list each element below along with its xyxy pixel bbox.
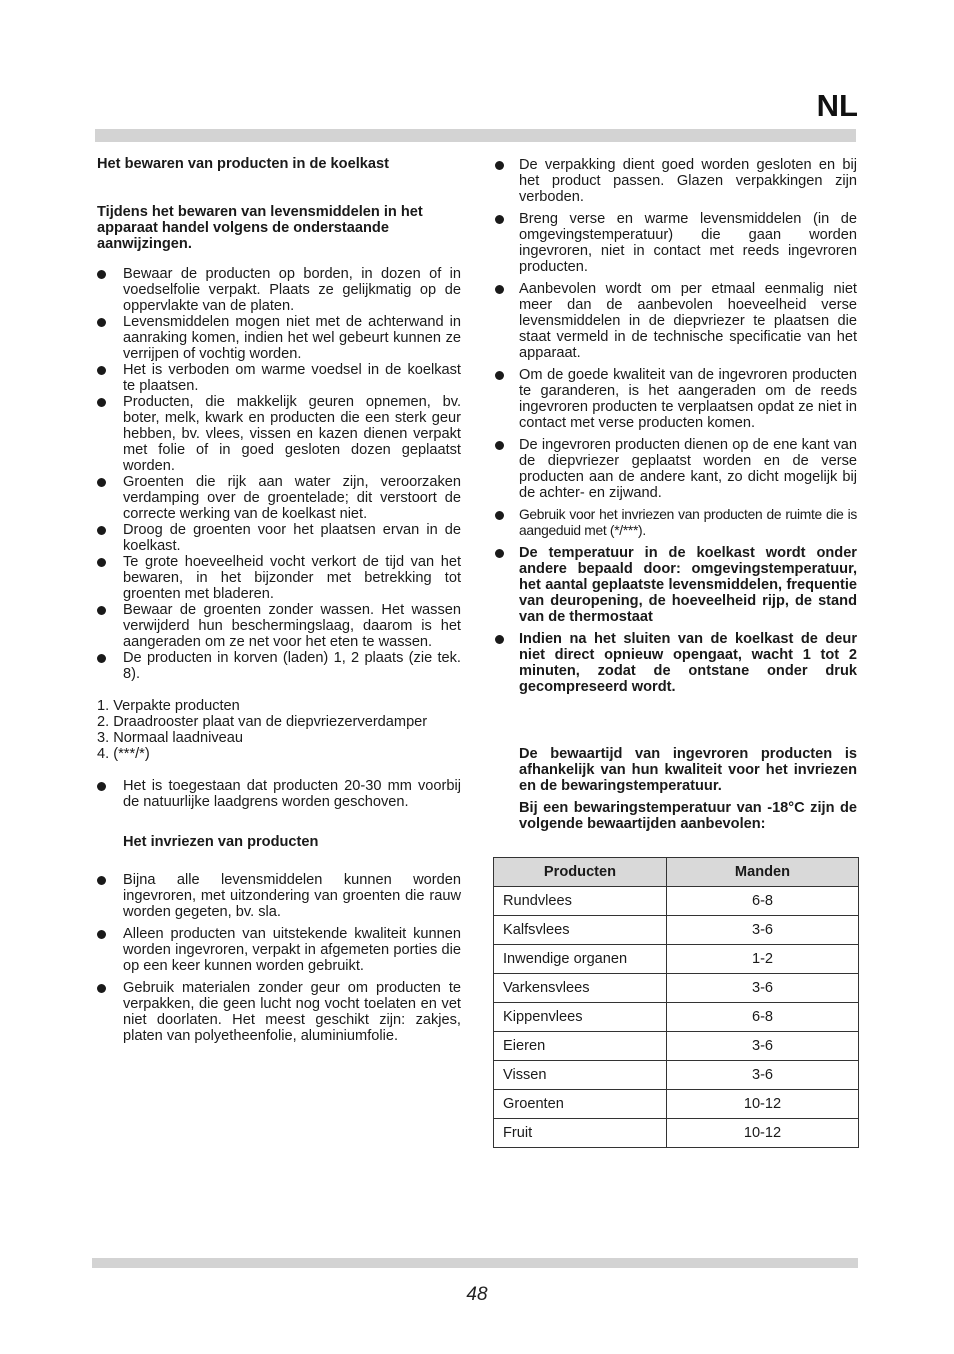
- list-item: Droog de groenten voor het plaatsen ervan in de koelkast.: [97, 522, 461, 554]
- list-item: Breng verse en warme levensmiddelen (in de omgevingstemperatuur) die gaan worden ingevroren, niet in contact met reeds ingevroren producten.: [493, 211, 857, 275]
- column-header-months: Manden: [667, 858, 859, 887]
- list-item: De ingevroren producten dienen op de ene kant van de diepvriezer geplaatst worden en de verse producten aan de andere kant, zo dicht mogelijk bij de achter- en zijwand.: [493, 437, 857, 501]
- numbered-list: [97, 698, 461, 762]
- list-item: Om de goede kwaliteit van de ingevroren producten te garanderen, is het aangeraden om de reeds ingevroren producten te verplaatsen opdat ze niet in contact met verse producten komen.: [493, 367, 857, 431]
- fridge-bullet-list: [97, 266, 461, 682]
- table-row: [494, 945, 859, 974]
- freezing-bullet-list-continued: [493, 157, 857, 539]
- list-item: Alleen producten van uitstekende kwaliteit kunnen worden ingevroren, verpakt in afgemeten porties die op een keer kunnen worden gebruikt.: [97, 926, 461, 974]
- right-column: [493, 157, 857, 832]
- numbered-item: 1. Verpakte producten: [97, 698, 240, 714]
- months-cell: 3-6: [667, 1032, 859, 1061]
- list-item: Aanbevolen wordt om per etmaal eenmalig niet meer dan de aanbevolen hoeveelheid verse levensmiddelen in de diepvriezer te plaatsen die staat vermeld in de technische specificatie van het apparaat.: [493, 281, 857, 361]
- months-cell: 6-8: [667, 1003, 859, 1032]
- months-cell: 6-8: [667, 887, 859, 916]
- freezing-bullet-list: [97, 872, 461, 1044]
- product-cell: Kippenvlees: [494, 1003, 667, 1032]
- section-intro: Tijdens het bewaren van levensmiddelen in het apparaat handel volgens de onderstaande aanwijzingen.: [97, 204, 423, 252]
- numbered-item: 3. Normaal laadniveau: [97, 730, 244, 746]
- table-row: [494, 887, 859, 916]
- table-header-row: [494, 858, 859, 887]
- list-item: Bewaar de producten op borden, in dozen of in voedselfolie verpakt. Plaats ze gelijkmatig op de oppervlakte van de platen.: [97, 266, 461, 314]
- table-row: [494, 974, 859, 1003]
- table-row: [494, 1003, 859, 1032]
- temperature-bullet-list: [493, 545, 857, 695]
- product-cell: Varkensvlees: [494, 974, 667, 1003]
- product-cell: Inwendige organen: [494, 945, 667, 974]
- numbered-item: 2. Draadrooster plaat van de diepvriezerverdamper: [97, 714, 428, 730]
- storage-temperature-note: Bij een bewaringstemperatuur van -18°C zijn de volgende bewaartijden aanbevolen:: [519, 800, 857, 832]
- left-column: [97, 156, 461, 1044]
- list-item: Gebruik materialen zonder geur om producten te verpakken, die geen lucht nog vocht toelaten en vet niet doorlaten. Het meest geschikt zijn: zakjes, platen van polyetheenfolie, aluminiumfolie.: [97, 980, 461, 1044]
- list-item: Bewaar de groenten zonder wassen. Het wassen verwijderd hun beschermingslaag, daarom is het aangeraden om ze net voor het eten te wassen.: [97, 602, 461, 650]
- list-item: Te grote hoeveelheid vocht verkort de tijd van het bewaren, in het bijzonder met betrekking tot groenten met bladeren.: [97, 554, 461, 602]
- storage-times-table: [493, 857, 859, 1148]
- product-cell: Vissen: [494, 1061, 667, 1090]
- storage-time-note: De bewaartijd van ingevroren producten is afhankelijk van hun kwaliteit voor het invriezen en de bewaringstemperatuur.: [519, 746, 857, 794]
- header-divider: [95, 129, 856, 142]
- months-cell: 3-6: [667, 916, 859, 945]
- product-cell: Fruit: [494, 1119, 667, 1148]
- loading-bullet-list: [97, 778, 461, 810]
- list-item: De producten in korven (laden) 1, 2 plaats (zie tek. 8).: [97, 650, 461, 682]
- list-item: Gebruik voor het invriezen van producten de ruimte die is aangeduid met (*/***).: [493, 507, 857, 539]
- column-header-products: Producten: [494, 858, 667, 887]
- list-item: Bijna alle levensmiddelen kunnen worden ingevroren, met uitzondering van groenten die rauw worden gegeten, bv. sla.: [97, 872, 461, 920]
- table-row: [494, 1032, 859, 1061]
- product-cell: Rundvlees: [494, 887, 667, 916]
- list-item: Het is toegestaan dat producten 20-30 mm voorbij de natuurlijke laadgrens worden geschoven.: [97, 778, 461, 810]
- list-item: Producten, die makkelijk geuren opnemen, bv. boter, melk, kwark en producten die een sterk geur hebben, bv. vlees, vissen en kazen dienen verpakt met folie of in goed gesloten dozen geplaatst worden.: [97, 394, 461, 474]
- product-cell: Kalfsvlees: [494, 916, 667, 945]
- list-item: De temperatuur in de koelkast wordt onder andere bepaald door: omgevingstemperatuur, het aantal geplaatste levensmiddelen, frequentie van deuropening, de hoeveelheid rijp, de stand van de thermostaat: [493, 545, 857, 625]
- product-cell: Eieren: [494, 1032, 667, 1061]
- months-cell: 3-6: [667, 974, 859, 1003]
- months-cell: 10-12: [667, 1119, 859, 1148]
- months-cell: 3-6: [667, 1061, 859, 1090]
- numbered-item: 4. (***/*): [97, 746, 150, 762]
- language-code: NL: [816, 88, 858, 123]
- months-cell: 1-2: [667, 945, 859, 974]
- page-number: 48: [466, 1284, 488, 1305]
- footer-divider: [92, 1258, 858, 1268]
- list-item: Het is verboden om warme voedsel in de koelkast te plaatsen.: [97, 362, 461, 394]
- list-item: Groenten die rijk aan water zijn, veroorzaken verdamping over de groentelade; dit verstoort de correcte werking van de koelkast niet.: [97, 474, 461, 522]
- section-title-freezing: Het invriezen van producten: [123, 834, 319, 850]
- table-row: [494, 1061, 859, 1090]
- list-item: De verpakking dient goed worden gesloten en bij het product passen. Glazen verpakkingen zijn verboden.: [493, 157, 857, 205]
- table-row: [494, 1090, 859, 1119]
- section-title-fridge: Het bewaren van producten in de koelkast: [97, 156, 389, 172]
- product-cell: Groenten: [494, 1090, 667, 1119]
- table-row: [494, 1119, 859, 1148]
- table-row: [494, 916, 859, 945]
- list-item: Indien na het sluiten van de koelkast de deur niet direct opnieuw opengaat, wacht 1 tot 2 minuten, zodat de ontstane onder druk gecompreseerd wordt.: [493, 631, 857, 695]
- months-cell: 10-12: [667, 1090, 859, 1119]
- list-item: Levensmiddelen mogen niet met de achterwand in aanraking komen, indien het wel gebeurt kunnen ze verrijpen of vochtig worden.: [97, 314, 461, 362]
